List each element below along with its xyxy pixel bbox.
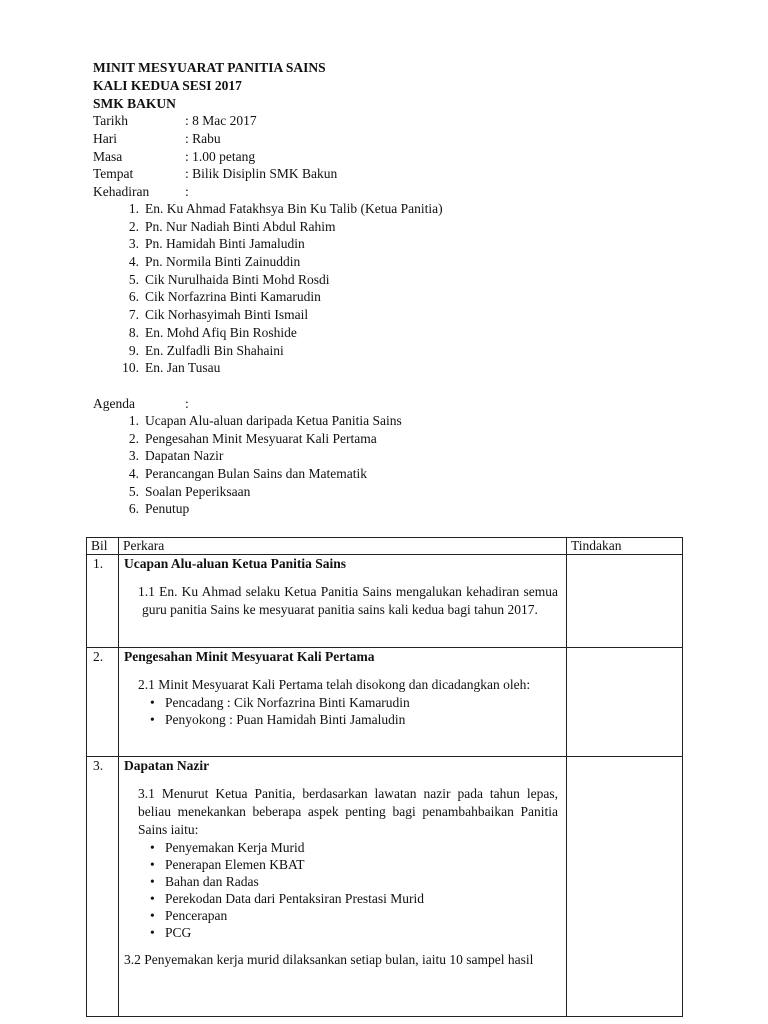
list-item: 10. En. Jan Tusau bbox=[122, 360, 221, 376]
agenda-label: Agenda bbox=[93, 396, 135, 411]
meta-row-tempat bbox=[93, 165, 337, 183]
meta-value: : Rabu bbox=[185, 131, 221, 146]
agenda-colon: : bbox=[185, 396, 189, 411]
meta-value: : 1.00 petang bbox=[185, 149, 256, 164]
list-item: 6. Penutup bbox=[128, 501, 190, 517]
list-item: • Pencerapan bbox=[150, 908, 228, 923]
row-number: 1. bbox=[87, 555, 119, 648]
row-tindakan bbox=[567, 757, 683, 1017]
list-item: • Penyokong : Puan Hamidah Binti Jamaludin bbox=[150, 712, 406, 727]
meta-row-hari bbox=[93, 130, 221, 148]
list-item: 3. Dapatan Nazir bbox=[128, 448, 224, 464]
bullet-icon: • bbox=[150, 712, 155, 727]
section-paragraph: 1.1 En. Ku Ahmad selaku Ketua Panitia Sains mengalukan kehadiran semua guru panitia Sains ke mesyuarat panitia sains kali kedua bagi tahun 2017. bbox=[138, 584, 558, 617]
row-perkara bbox=[119, 555, 567, 648]
bullet-list bbox=[119, 694, 566, 728]
col-header-tindakan: Tindakan bbox=[567, 538, 683, 555]
list-item: • Pencadang : Cik Norfazrina Binti Kamarudin bbox=[150, 695, 410, 710]
col-header-perkara: Perkara bbox=[119, 538, 567, 555]
meta-label: Kehadiran bbox=[93, 184, 150, 199]
list-item: 1. En. Ku Ahmad Fatakhsya Bin Ku Talib (Ketua Panitia) bbox=[128, 201, 443, 216]
school-name: SMK BAKUN bbox=[93, 96, 176, 111]
col-header-bil: Bil bbox=[87, 538, 119, 555]
list-item: • Bahan dan Radas bbox=[150, 874, 259, 889]
table-header-row bbox=[87, 538, 683, 555]
list-item: • Perekodan Data dari Pentaksiran Prestasi Murid bbox=[150, 891, 425, 906]
meta-label: Tempat bbox=[93, 166, 134, 181]
attendance-list bbox=[93, 200, 443, 377]
row-tindakan bbox=[567, 555, 683, 648]
row-number: 3. bbox=[87, 757, 119, 1017]
meta-value: : Bilik Disiplin SMK Bakun bbox=[185, 166, 338, 181]
bullet-list bbox=[119, 839, 566, 941]
meta-row-masa bbox=[93, 148, 255, 166]
row-tindakan bbox=[567, 648, 683, 757]
section-title: Dapatan Nazir bbox=[124, 758, 210, 773]
list-item: • PCG bbox=[150, 925, 192, 940]
bullet-icon: • bbox=[150, 874, 155, 889]
bullet-icon: • bbox=[150, 908, 155, 923]
bullet-icon: • bbox=[150, 925, 155, 940]
doc-title: MINIT MESYUARAT PANITIA SAINS bbox=[93, 60, 326, 75]
section-paragraph: 2.1 Minit Mesyuarat Kali Pertama telah disokong dan dicadangkan oleh: bbox=[138, 677, 531, 692]
meta-value: : 8 Mac 2017 bbox=[185, 113, 257, 128]
list-item: 3. Pn. Hamidah Binti Jamaludin bbox=[128, 236, 305, 252]
section-title: Pengesahan Minit Mesyuarat Kali Pertama bbox=[124, 649, 375, 664]
table-row bbox=[87, 555, 683, 648]
meta-label: Tarikh bbox=[93, 113, 129, 128]
section-paragraph: 3.2 Penyemakan kerja murid dilaksankan setiap bulan, iaitu 10 sampel hasil bbox=[124, 952, 534, 967]
list-item: 8. En. Mohd Afiq Bin Roshide bbox=[128, 324, 297, 340]
meta-value: : bbox=[185, 184, 189, 199]
list-item: 5. Cik Nurulhaida Binti Mohd Rosdi bbox=[128, 271, 330, 287]
list-item: 9. En. Zulfadli Bin Shahaini bbox=[128, 342, 284, 358]
row-number: 2. bbox=[87, 648, 119, 757]
doc-subtitle: KALI KEDUA SESI 2017 bbox=[93, 78, 242, 93]
list-item: 2. Pn. Nur Nadiah Binti Abdul Rahim bbox=[128, 218, 336, 234]
table-row bbox=[87, 757, 683, 1017]
list-item: 4. Perancangan Bulan Sains dan Matematik bbox=[128, 466, 367, 482]
meta-row-kehadiran bbox=[93, 183, 189, 201]
list-item: • Penerapan Elemen KBAT bbox=[150, 857, 305, 872]
bullet-icon: • bbox=[150, 840, 155, 855]
section-title: Ucapan Alu-aluan Ketua Panitia Sains bbox=[124, 556, 347, 571]
meta-label: Hari bbox=[93, 131, 117, 146]
list-item: 2. Pengesahan Minit Mesyuarat Kali Pertama bbox=[128, 430, 377, 446]
minutes-table bbox=[86, 537, 683, 1017]
list-item: 5. Soalan Peperiksaan bbox=[128, 483, 251, 499]
agenda-list bbox=[93, 412, 402, 518]
table-row bbox=[87, 648, 683, 757]
agenda-heading bbox=[93, 395, 189, 413]
list-item: • Penyemakan Kerja Murid bbox=[150, 840, 305, 855]
list-item: 4. Pn. Normila Binti Zainuddin bbox=[128, 254, 301, 270]
meta-label: Masa bbox=[93, 149, 123, 164]
section-paragraph: 3.1 Menurut Ketua Panitia, berdasarkan lawatan nazir pada tahun lepas, beliau menekankan beberapa aspek penting bagi penambahbaikan Panitia Sains iaitu: bbox=[138, 786, 558, 837]
row-perkara bbox=[119, 757, 567, 1017]
bullet-icon: • bbox=[150, 857, 155, 872]
bullet-icon: • bbox=[150, 695, 155, 710]
list-item: 6. Cik Norfazrina Binti Kamarudin bbox=[128, 289, 321, 305]
meta-row-tarikh bbox=[93, 112, 257, 130]
bullet-icon: • bbox=[150, 891, 155, 906]
list-item: 7. Cik Norhasyimah Binti Ismail bbox=[128, 307, 309, 323]
list-item: 1. Ucapan Alu-aluan daripada Ketua Panitia Sains bbox=[128, 413, 402, 428]
row-perkara bbox=[119, 648, 567, 757]
